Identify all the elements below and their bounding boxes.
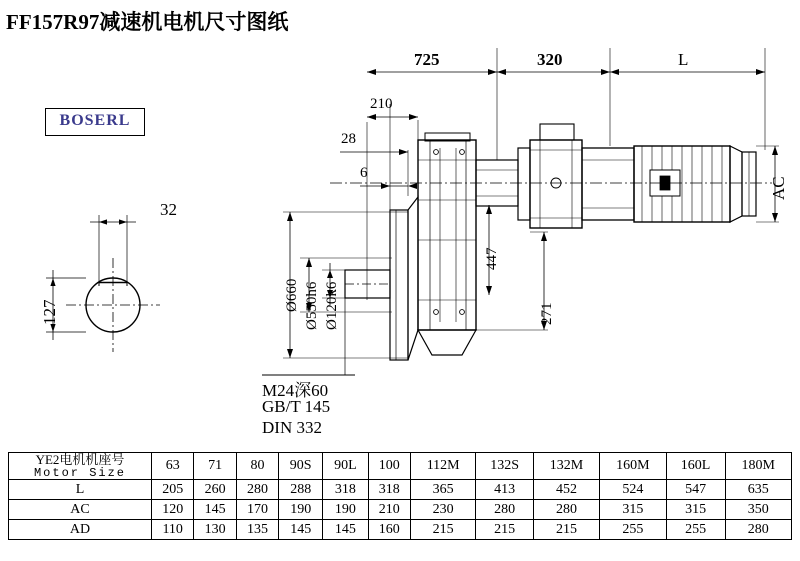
cell-AD-0: 110 bbox=[152, 520, 194, 540]
cell-L-7: 413 bbox=[476, 480, 533, 500]
thread-note-1: M24深60 bbox=[262, 381, 329, 400]
thread-note-3: DIN 332 bbox=[262, 418, 322, 437]
dim-32: 32 bbox=[160, 200, 177, 219]
table-header-row bbox=[9, 453, 792, 480]
cell-L-4: 318 bbox=[323, 480, 368, 500]
thread-note-2: GB/T 145 bbox=[262, 397, 331, 416]
dim-AC: AC bbox=[769, 176, 788, 200]
dim-127: 127 bbox=[40, 299, 59, 325]
cell-AC-3: 190 bbox=[279, 500, 323, 520]
cell-L-9: 524 bbox=[600, 480, 666, 500]
cell-AC-0: 120 bbox=[152, 500, 194, 520]
cell-AC-4: 190 bbox=[323, 500, 368, 520]
row-label-L: L bbox=[9, 480, 152, 500]
dim-6: 6 bbox=[360, 165, 368, 181]
cell-AD-6: 215 bbox=[410, 520, 475, 540]
dim-120: Ø120k6 bbox=[324, 281, 340, 330]
cell-L-10: 547 bbox=[666, 480, 725, 500]
dim-210: 210 bbox=[370, 96, 393, 112]
table-col-4: 90L bbox=[323, 453, 368, 480]
cell-L-5: 318 bbox=[368, 480, 410, 500]
cell-AD-9: 255 bbox=[600, 520, 666, 540]
cell-AC-1: 145 bbox=[194, 500, 236, 520]
cell-AC-5: 210 bbox=[368, 500, 410, 520]
table-col-2: 80 bbox=[236, 453, 278, 480]
table-col-10: 160L bbox=[666, 453, 725, 480]
cell-AC-8: 280 bbox=[533, 500, 599, 520]
table-row bbox=[9, 500, 792, 520]
cell-L-6: 365 bbox=[410, 480, 475, 500]
dim-550: Ø550h6 bbox=[304, 281, 320, 330]
dim-660: Ø660 bbox=[284, 278, 300, 312]
left-end-view bbox=[46, 215, 160, 352]
logo-text: BOSERL bbox=[59, 112, 131, 129]
row-label-AC: AC bbox=[9, 500, 152, 520]
table-col-3: 90S bbox=[279, 453, 323, 480]
cell-L-8: 452 bbox=[533, 480, 599, 500]
dim-725: 725 bbox=[414, 50, 440, 69]
cell-AC-6: 230 bbox=[410, 500, 475, 520]
header-label-cn: YE2电机机座号 bbox=[35, 452, 125, 467]
cell-AC-7: 280 bbox=[476, 500, 533, 520]
row-label-AD: AD bbox=[9, 520, 152, 540]
dim-271: 271 bbox=[539, 302, 555, 325]
table-col-8: 132M bbox=[533, 453, 599, 480]
cell-L-2: 280 bbox=[236, 480, 278, 500]
cell-AD-4: 145 bbox=[323, 520, 368, 540]
table-row bbox=[9, 520, 792, 540]
cell-AD-3: 145 bbox=[279, 520, 323, 540]
motor-size-table bbox=[8, 452, 792, 540]
dim-L: L bbox=[678, 50, 689, 69]
table-row bbox=[9, 480, 792, 500]
table-col-9: 160M bbox=[600, 453, 666, 480]
cell-AD-1: 130 bbox=[194, 520, 236, 540]
table-col-7: 132S bbox=[476, 453, 533, 480]
cell-AC-9: 315 bbox=[600, 500, 666, 520]
table-header-label bbox=[9, 453, 152, 480]
table-col-11: 180M bbox=[725, 453, 791, 480]
cell-AD-7: 215 bbox=[476, 520, 533, 540]
dim-447: 447 bbox=[484, 247, 500, 270]
cell-L-1: 260 bbox=[194, 480, 236, 500]
cell-AC-2: 170 bbox=[236, 500, 278, 520]
cell-L-11: 635 bbox=[725, 480, 791, 500]
cell-AD-5: 160 bbox=[368, 520, 410, 540]
cell-AD-10: 255 bbox=[666, 520, 725, 540]
cell-L-0: 205 bbox=[152, 480, 194, 500]
cell-AC-11: 350 bbox=[725, 500, 791, 520]
dim-28: 28 bbox=[341, 131, 356, 147]
cell-AD-11: 280 bbox=[725, 520, 791, 540]
dim-320: 320 bbox=[537, 50, 563, 69]
cell-AC-10: 315 bbox=[666, 500, 725, 520]
table-col-5: 100 bbox=[368, 453, 410, 480]
cell-AD-2: 135 bbox=[236, 520, 278, 540]
table-col-6: 112M bbox=[410, 453, 475, 480]
header-label-en: Motor Size bbox=[33, 465, 126, 480]
cell-AD-8: 215 bbox=[533, 520, 599, 540]
cell-L-3: 288 bbox=[279, 480, 323, 500]
table-col-1: 71 bbox=[194, 453, 236, 480]
table-col-0: 63 bbox=[152, 453, 194, 480]
page-title: FF157R97减速机电机尺寸图纸 bbox=[6, 10, 289, 34]
